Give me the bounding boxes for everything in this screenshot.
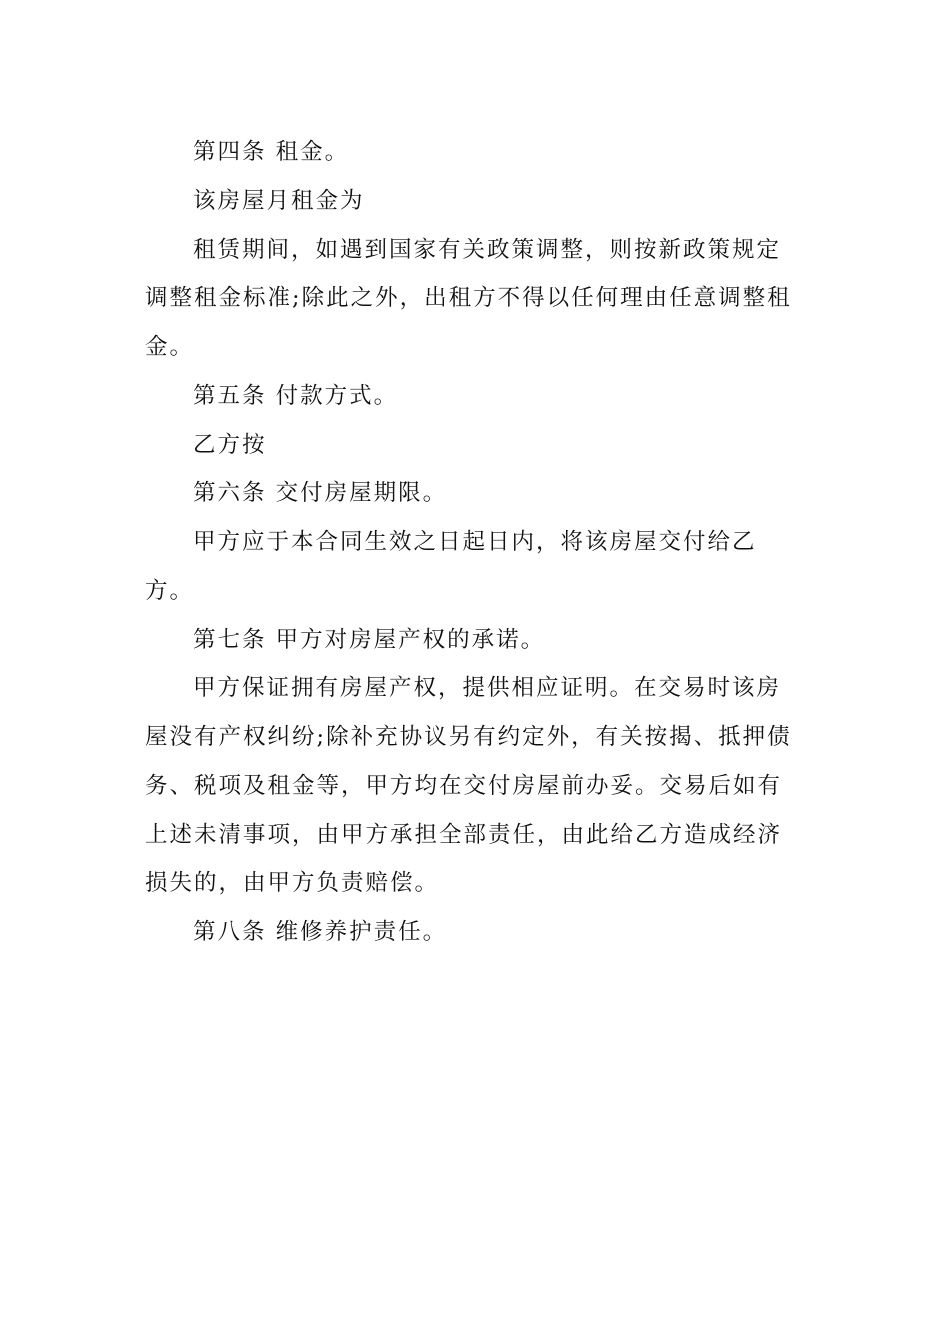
payment-paragraph: 乙方按 bbox=[193, 431, 267, 458]
delivery-paragraph: 甲方应于本合同生效之日起日内，将该房屋交付给乙方。 bbox=[145, 529, 757, 604]
property-rights-paragraph: 甲方保证拥有房屋产权，提供相应证明。在交易时该房屋没有产权纠纷;除补充协议另有约定外，有关按揭、抵押债务、税项及租金等，甲方均在交付房屋前办妥。交易后如有上述未清事项，由甲方承担全部责任，由此给乙方造成经济损失的，由甲方负责赔偿。 bbox=[145, 675, 792, 897]
clause-6-heading: 第六条 交付房屋期限。 bbox=[193, 480, 448, 507]
monthly-rent-paragraph: 该房屋月租金为 bbox=[193, 187, 365, 214]
clause-7-heading: 第七条 甲方对房屋产权的承诺。 bbox=[193, 626, 546, 653]
clause-5-heading: 第五条 付款方式。 bbox=[193, 382, 399, 409]
rent-adjustment-paragraph: 租赁期间，如遇到国家有关政策调整，则按新政策规定调整租金标准;除此之外，出租方不得以任何理由任意调整租金。 bbox=[145, 236, 792, 360]
clause-8-heading: 第八条 维修养护责任。 bbox=[193, 919, 448, 945]
contract-text bbox=[145, 128, 805, 957]
clause-4-heading: 第四条 租金。 bbox=[193, 139, 350, 165]
